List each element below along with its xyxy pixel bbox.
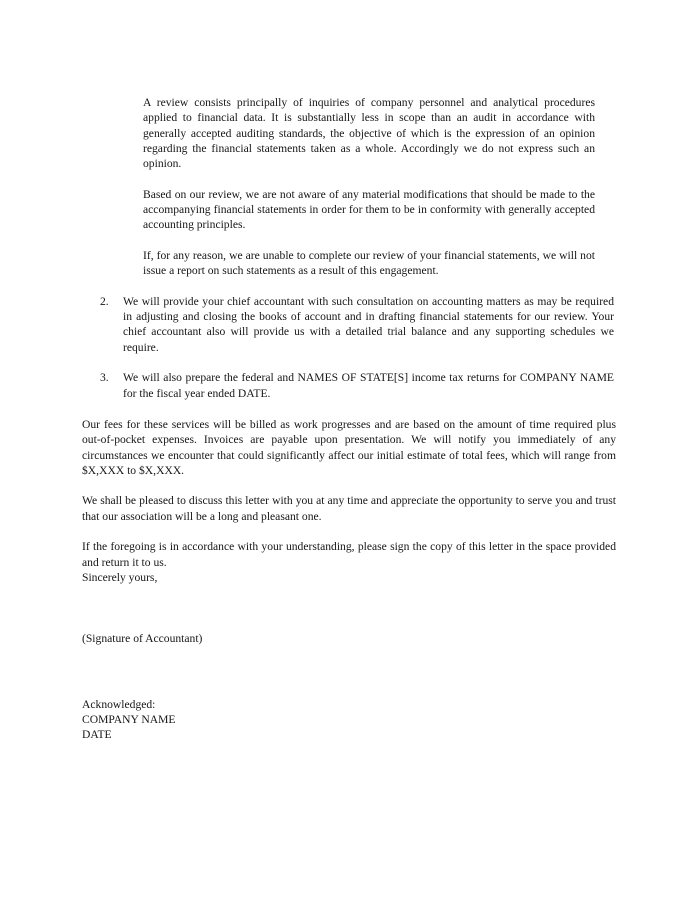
- acknowledgment-space: [82, 647, 616, 697]
- signature-placeholder: (Signature of Accountant): [82, 632, 203, 646]
- quoted-paragraph-review-scope: A review consists principally of inquiries of company personnel and analytical procedures applied to financial data. It is substantially less in scope than an audit in accordance with generally accepted auditing standards, the objective of which is the expression of an opinion regarding the financial statements taken as a whole. Accordingly we do not express such an opinion.: [143, 96, 595, 171]
- numbered-item-2-text: We will provide your chief accountant with such consultation on accounting matters as may be required in adjusting and closing the books of account and in drafting financial statements for our review. Your chief accountant also will provide us with a detailed trial balance and any supporting schedules we require.: [123, 294, 614, 354]
- quoted-paragraph-review-conclusion: Based on our review, we are not aware of any material modifications that should be made to the accompanying financial statements in order for them to be in conformity with generally accepted accounting principles.: [143, 187, 595, 232]
- numbered-item-2: [100, 294, 614, 355]
- numbered-item-2-marker: 2.: [100, 294, 109, 308]
- closing-salutation: Sincerely yours,: [82, 570, 158, 584]
- signature-space: [82, 585, 616, 631]
- acknowledgment-date: DATE: [82, 728, 112, 742]
- quoted-paragraph-incomplete-review: If, for any reason, we are unable to complete our review of your financial statements, we will not issue a report on such statements as a result of this engagement.: [143, 248, 595, 278]
- acknowledgment-label: Acknowledged:: [82, 697, 156, 711]
- acknowledgment-company-name: COMPANY NAME: [82, 712, 176, 726]
- paragraph-discussion-offer: We shall be pleased to discuss this letter with you at any time and appreciate the opportunity to serve you and trust that our association will be a long and pleasant one.: [82, 494, 616, 523]
- paragraph-fees: Our fees for these services will be billed as work progresses and are based on the amount of time required plus out-of-pocket expenses. Invoices are payable upon presentation. We will notify you immediately of any circumstances we encounter that could significantly affect our initial estimate of total fees, which will range from $X,XXX to $X,XXX.: [82, 417, 616, 477]
- numbered-item-3-marker: 3.: [100, 371, 109, 385]
- numbered-item-3-text: We will also prepare the federal and NAMES OF STATE[S] income tax returns for COMPANY NAME for the fiscal year ended DATE.: [123, 371, 614, 400]
- document-text-column: [82, 95, 616, 742]
- numbered-item-3: [100, 370, 614, 401]
- paragraph-signature-request: If the foregoing is in accordance with your understanding, please sign the copy of this letter in the space provided and return it to us.: [82, 540, 616, 569]
